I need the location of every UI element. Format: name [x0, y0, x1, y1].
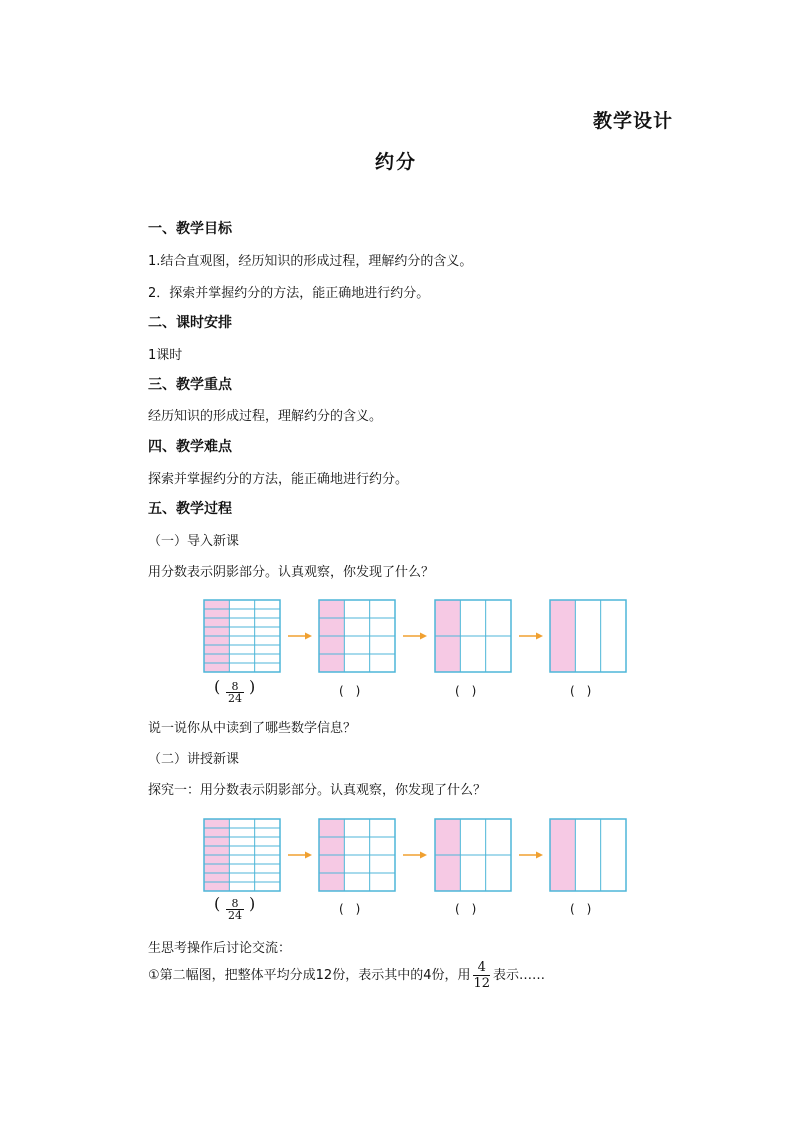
- fraction-grid-1: [204, 600, 280, 672]
- caption-numerator: 8: [231, 680, 239, 693]
- arrow-icon: [288, 852, 312, 859]
- process-part1-question: 说一说你从中读到了哪些数学信息？: [148, 721, 357, 736]
- section-heading-key-point: 三、教学重点: [148, 377, 232, 393]
- caption-denominator: 24: [228, 692, 242, 705]
- goal-line-2: 2．探索并掌握约分的方法，能正确地进行约分。: [148, 286, 430, 301]
- schedule-line: 1课时: [148, 348, 183, 363]
- goal-line-1: 1.结合直观图，经历知识的形成过程，理解约分的含义。: [148, 254, 473, 269]
- figure-2-blank-2: ( ): [339, 902, 361, 916]
- fraction-figure-2: [196, 817, 636, 893]
- figure-1-caption-fraction: ( 8 24 ): [214, 677, 256, 705]
- fraction-grid-3: [435, 600, 511, 672]
- caption-numerator: 8: [231, 897, 239, 910]
- answer-denominator: 12: [473, 976, 491, 991]
- shaded-area: [550, 819, 575, 891]
- answer-prefix: ①第二幅图，把整体平均分成12份，表示其中的4份，用: [148, 968, 471, 983]
- section-heading-goals: 一、教学目标: [148, 221, 232, 237]
- fraction-grid-2: [319, 819, 395, 891]
- arrow-icon: [519, 852, 543, 859]
- figure-2-caption-fraction: ( 8 24 ): [214, 894, 256, 922]
- key-point-line: 经历知识的形成过程，理解约分的含义。: [148, 409, 383, 424]
- figure-1-blank-3: ( ): [455, 684, 477, 698]
- answer-numerator: 4: [473, 960, 490, 976]
- figure-1-blank-4: ( ): [570, 684, 592, 698]
- arrow-icon: [403, 633, 427, 640]
- fraction-grid-1: [204, 819, 280, 891]
- answer-suffix: 表示……: [493, 968, 546, 983]
- fraction-grid-2: [319, 600, 395, 672]
- process-part2-title: （二）讲授新课: [148, 752, 240, 767]
- section-heading-process: 五、教学过程: [148, 501, 232, 517]
- figure-1-blank-2: ( ): [339, 684, 361, 698]
- process-part1-prompt: 用分数表示阴影部分。认真观察，你发现了什么？: [148, 565, 435, 580]
- section-heading-difficulty: 四、教学难点: [148, 439, 232, 455]
- fraction-grid-3: [435, 819, 511, 891]
- difficulty-line: 探索并掌握约分的方法，能正确地进行约分。: [148, 472, 409, 487]
- discussion-line: 生思考操作后讨论交流：: [148, 941, 292, 956]
- fraction-grid-4: [550, 600, 626, 672]
- arrow-icon: [403, 852, 427, 859]
- page-title: 约分: [375, 151, 418, 173]
- section-heading-schedule: 二、课时安排: [148, 315, 232, 331]
- answer-line: [148, 960, 545, 991]
- arrow-icon: [519, 633, 543, 640]
- process-part2-prompt: 探究一：用分数表示阴影部分。认真观察，你发现了什么？: [148, 783, 487, 798]
- figure-2-blank-4: ( ): [570, 902, 592, 916]
- process-part1-title: （一）导入新课: [148, 534, 240, 549]
- shaded-area: [550, 600, 575, 672]
- figure-2-blank-3: ( ): [455, 902, 477, 916]
- fraction-figure-1: [196, 598, 636, 674]
- document-label: 教学设计: [593, 110, 674, 132]
- arrow-icon: [288, 633, 312, 640]
- caption-denominator: 24: [228, 909, 242, 922]
- fraction-grid-4: [550, 819, 626, 891]
- answer-fraction: [473, 960, 490, 991]
